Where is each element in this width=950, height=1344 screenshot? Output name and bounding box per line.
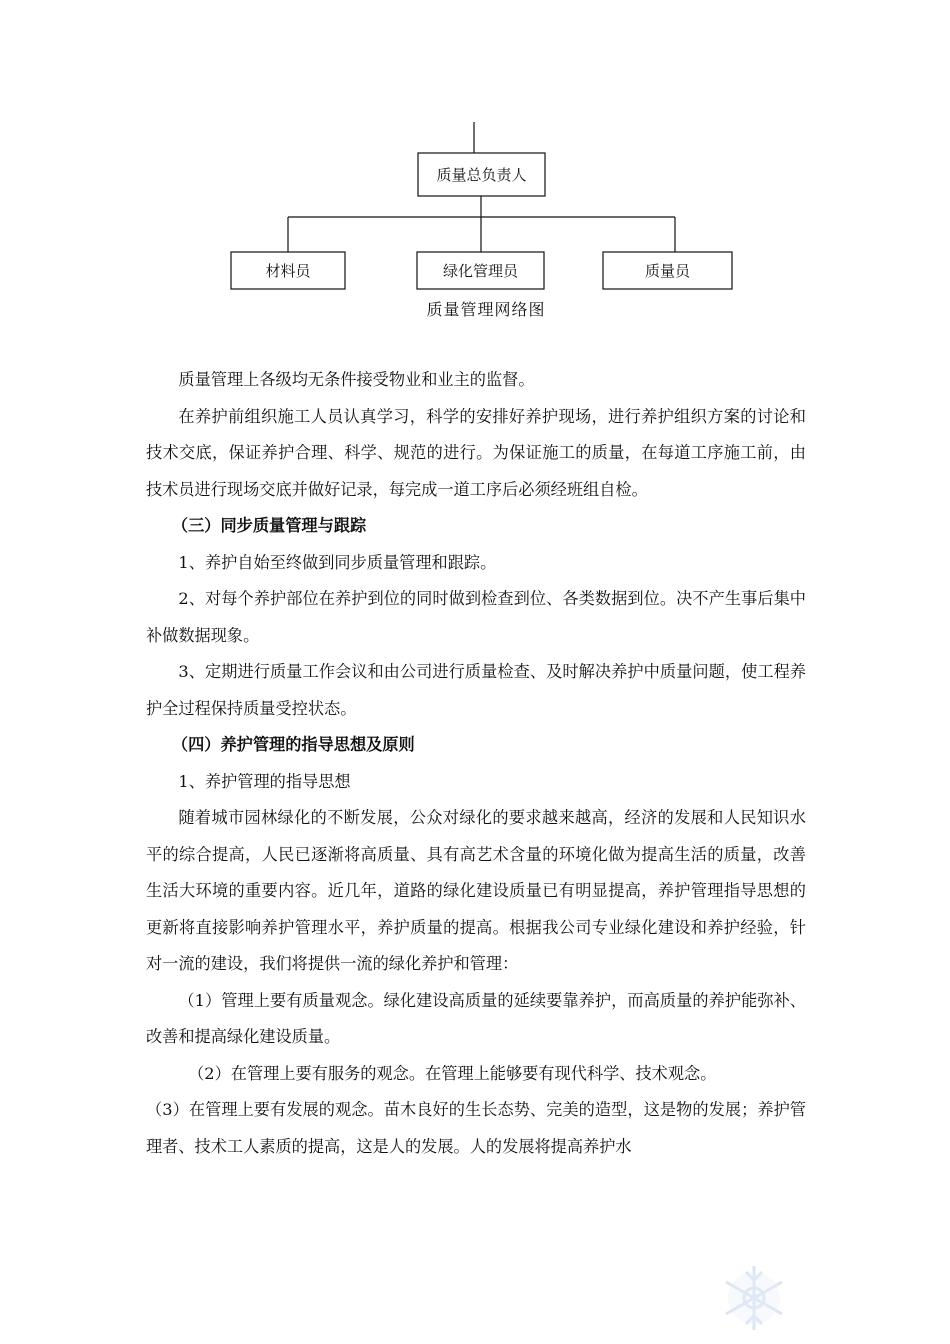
quality-management-org-chart xyxy=(0,0,950,300)
document-body xyxy=(146,362,806,1165)
snowflake-watermark-icon xyxy=(718,1262,790,1334)
paragraph: 2、对每个养护部位在养护到位的同时做到检查到位、各类数据到位。决不产生事后集中补做数据现象。 xyxy=(146,589,806,645)
paragraph: 在养护前组织施工人员认真学习，科学的安排好养护现场，进行养护组织方案的讨论和技术交底，保证养护合理、科学、规范的进行。为保证施工的质量，在每道工序施工前，由技术员进行现场交底并做好记录，每完成一道工序后必须经班组自检。 xyxy=(146,406,806,499)
paragraph: 1、养护自始至终做到同步质量管理和跟踪。 xyxy=(178,552,497,572)
section-heading: （三）同步质量管理与跟踪 xyxy=(171,516,367,535)
label-greening-manager: 绿化管理员 xyxy=(442,262,519,280)
paragraph: （3）在管理上要有发展的观念。苗木良好的生长态势、完美的造型，这是物的发展；养护管理者、技术工人素质的提高，这是人的发展。人的发展将提高养护水 xyxy=(146,1100,806,1156)
paragraph: 质量管理上各级均无条件接受物业和业主的监督。 xyxy=(178,370,535,389)
chart-caption: 质量管理网络图 xyxy=(426,300,546,319)
paragraph: 随着城市园林绿化的不断发展，公众对绿化的要求越来越高，经济的发展和人民知识水平的综合提高，人民已逐渐将高质量、具有高艺术含量的环境化做为提高生活的质量，改善生活大环境的重要内容。近几年，道路的绿化建设质量已有明显提高，养护管理指导思想的更新将直接影响养护管理水平，养护质量的提高。根据我公司专业绿化建设和养护经验，针对一流的建设，我们将提供一流的绿化养护和管理： xyxy=(146,808,806,973)
label-materials-officer: 材料员 xyxy=(265,262,311,280)
section-heading: （四）养护管理的指导思想及原则 xyxy=(171,735,415,754)
label-quality-chief: 质量总负责人 xyxy=(436,166,527,184)
paragraph: （2）在管理上要有服务的观念。在管理上能够要有现代科学、技术观念。 xyxy=(188,1063,717,1083)
paragraph: 3、定期进行质量工作会议和由公司进行质量检查、及时解决养护中质量问题，使工程养护全过程保持质量受控状态。 xyxy=(146,662,806,718)
label-quality-officer: 质量员 xyxy=(644,262,691,280)
paragraph: （1）管理上要有质量观念。绿化建设高质量的延续要靠养护，而高质量的养护能弥补、改善和提高绿化建设质量。 xyxy=(146,990,806,1046)
paragraph: 1、养护管理的指导思想 xyxy=(178,771,351,791)
